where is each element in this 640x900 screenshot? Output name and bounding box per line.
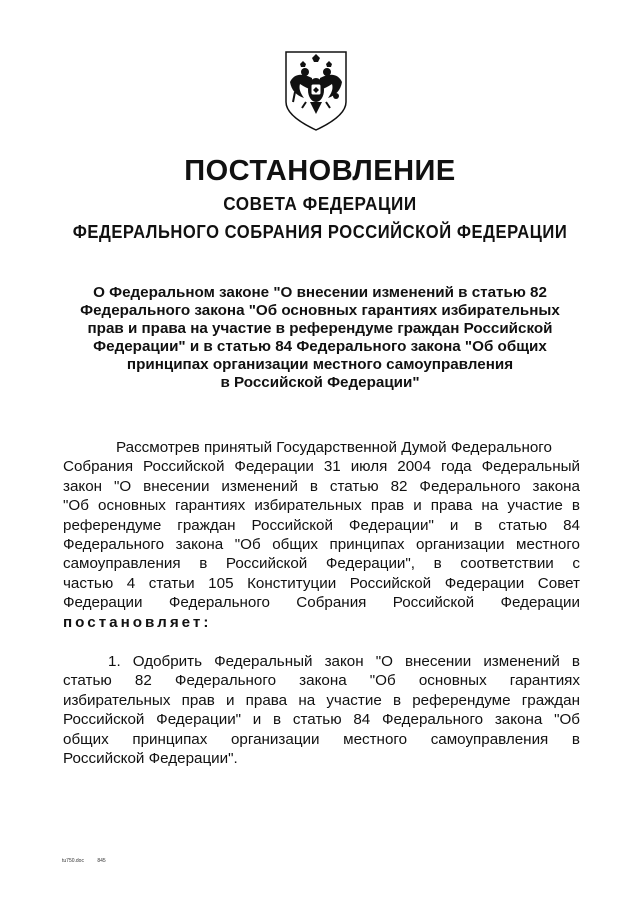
resolves-word: постановляет: (63, 613, 212, 631)
paragraph-line: Российской Федерации" и в статью 84 Федерального закона "Об (63, 711, 580, 729)
double-headed-eagle-icon (282, 50, 350, 132)
document-title: ПОСТАНОВЛЕНИЕ (184, 155, 456, 187)
file-reference (62, 858, 118, 864)
paragraph-line: Федерации Федерального Собрания Российской Федерации (63, 594, 580, 612)
paragraph-line: "Об основных гарантиях избирательных прав и права на участие в (63, 497, 580, 515)
paragraph-line: 1. Одобрить Федеральный закон "О внесении изменений в (108, 653, 580, 670)
preamble-paragraph (63, 438, 580, 632)
paragraph-line: закон "О внесении изменений в статью 82 Федерального закона (63, 477, 580, 495)
paragraph-line: Собрания Российской Федерации 31 июля 2004 года Федеральный (63, 458, 580, 476)
subject-line: прав и права на участие в референдуме граждан Российской (87, 320, 553, 337)
paragraph-line: частью 4 статьи 105 Конституции Российской Федерации Совет (63, 574, 580, 592)
paragraph-line: Рассмотрев принятый Государственной Думой Федерального (116, 439, 552, 456)
subject-line: принципах организации местного самоуправления (126, 356, 514, 373)
paragraph-line: самоуправления в Российской Федерации", в соответствии с (63, 555, 580, 573)
item-1-paragraph (63, 652, 580, 768)
paragraph-line: избирательных прав и права на участие в референдуме граждан (63, 691, 580, 709)
file-name: tu750.doc (62, 858, 84, 864)
file-code: 845 (97, 858, 106, 864)
subject-line: Федерального закона "Об основных гарантиях избирательных (80, 302, 560, 319)
subject-heading (60, 284, 580, 392)
paragraph-line: Российской Федерации". (63, 750, 238, 768)
paragraph-line: Федерального закона "Об общих принципах организации местного (63, 536, 580, 554)
subject-line: Федерации" и в статью 84 Федерального закона "Об общих (93, 338, 547, 355)
issuer-line-1: СОВЕТА ФЕДЕРАЦИИ (223, 194, 417, 214)
paragraph-line: статью 82 Федерального закона "Об основных гарантиях (63, 672, 580, 690)
subject-line: О Федеральном законе "О внесении изменений в статью 82 (93, 284, 547, 301)
emblem (282, 50, 350, 132)
subject-line: в Российской Федерации" (220, 374, 420, 391)
issuer-line-2: ФЕДЕРАЛЬНОГО СОБРАНИЯ РОССИЙСКОЙ ФЕДЕРАЦИИ (72, 222, 568, 242)
paragraph-line: референдуме граждан Российской Федерации" и в статью 84 (63, 516, 580, 534)
paragraph-line: общих принципах организации местного самоуправления в (63, 730, 580, 748)
